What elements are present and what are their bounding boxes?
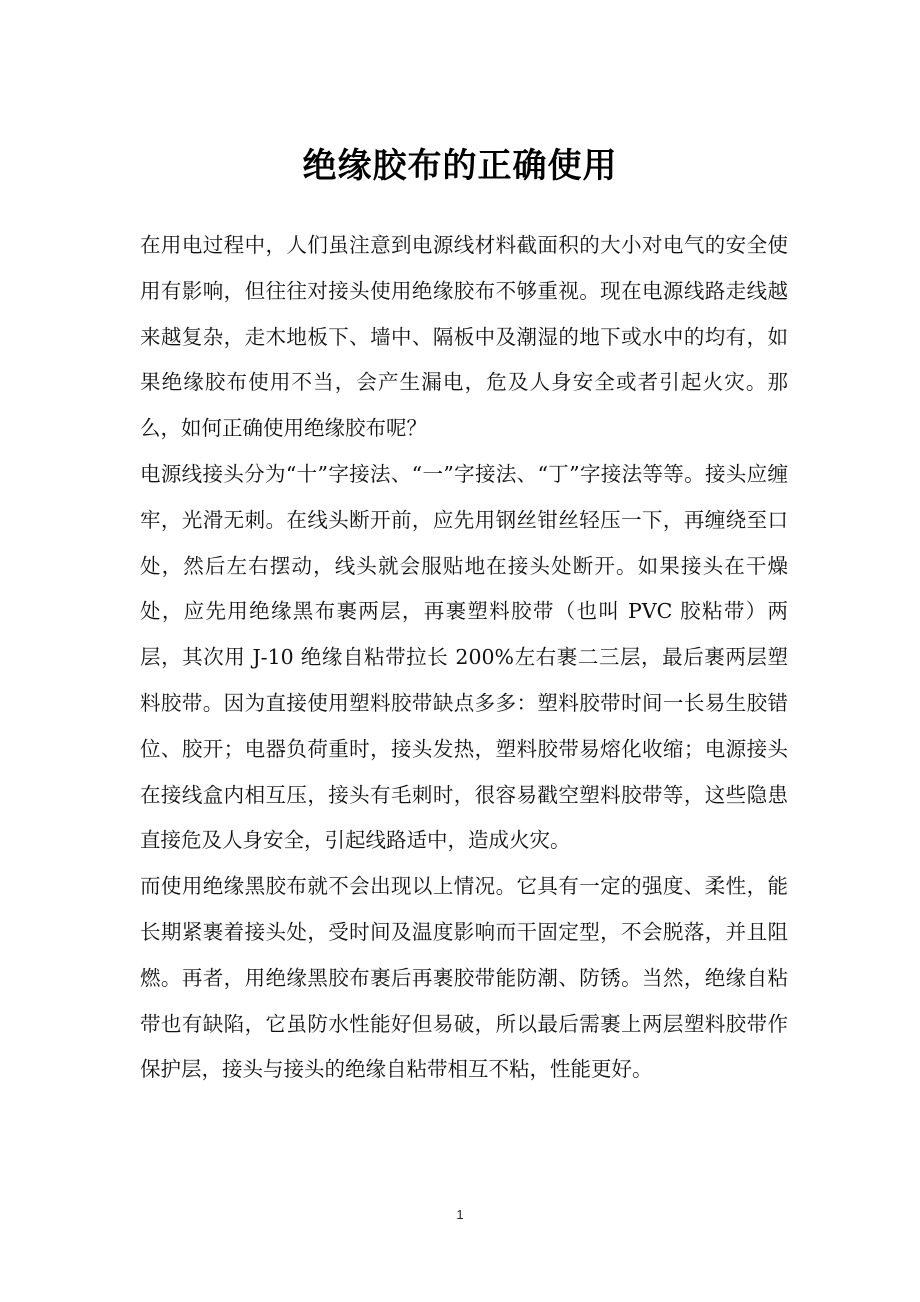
page-number: 1 <box>456 1207 464 1222</box>
document-body <box>140 223 788 1093</box>
document-title: 绝缘胶布的正确使用 <box>302 146 618 186</box>
paragraph-black-tape: 而使用绝缘黑胶布就不会出现以上情况。它具有一定的强度、柔性，能长期紧裹着接头处，受时间及温度影响而干固定型，不会脱落，并且阻燃。再者，用绝缘黑胶布裹后再裹胶带能防潮、防锈。当然，绝缘自粘带也有缺陷，它虽防水性能好但易破，所以最后需裹上两层塑料胶带作保护层，接头与接头的绝缘自粘带相互不粘，性能更好。 <box>140 874 788 1082</box>
paragraph-intro: 在用电过程中，人们虽注意到电源线材料截面积的大小对电气的安全使用有影响，但往往对接头使用绝缘胶布不够重视。现在电源线路走线越来越复杂，走木地板下、墙中、隔板中及潮湿的地下或水中的均有，如果绝缘胶布使用不当，会产生漏电，危及人身安全或者引起火灾。那么，如何正确使用绝缘胶布呢？ <box>140 233 788 441</box>
paragraph-wire-joints: 电源线接头分为“十”字接法、“一”字接法、“丁”字接法等等。接头应缠牢，光滑无刺。在线头断开前，应先用钢丝钳丝轻压一下，再缠绕至口处，然后左右摆动，线头就会服贴地在接头处断开。如果接头在干燥处，应先用绝缘黑布裹两层，再裹塑料胶带（也叫 PVC 胶粘带）两层，其次用 J-10 绝缘自粘带拉长 200%左右裹二三层，最后裹两层塑料胶带。因为直接使用塑料胶带缺点多多：塑料胶带时间一长易生胶错位、胶开；电器负荷重时，接头发热，塑料胶带易熔化收缩；电源接头在接线盒内相互压，接头有毛刺时，很容易戳空塑料胶带等，这些隐患直接危及人身安全，引起线路适中，造成火灾。 <box>140 461 788 853</box>
